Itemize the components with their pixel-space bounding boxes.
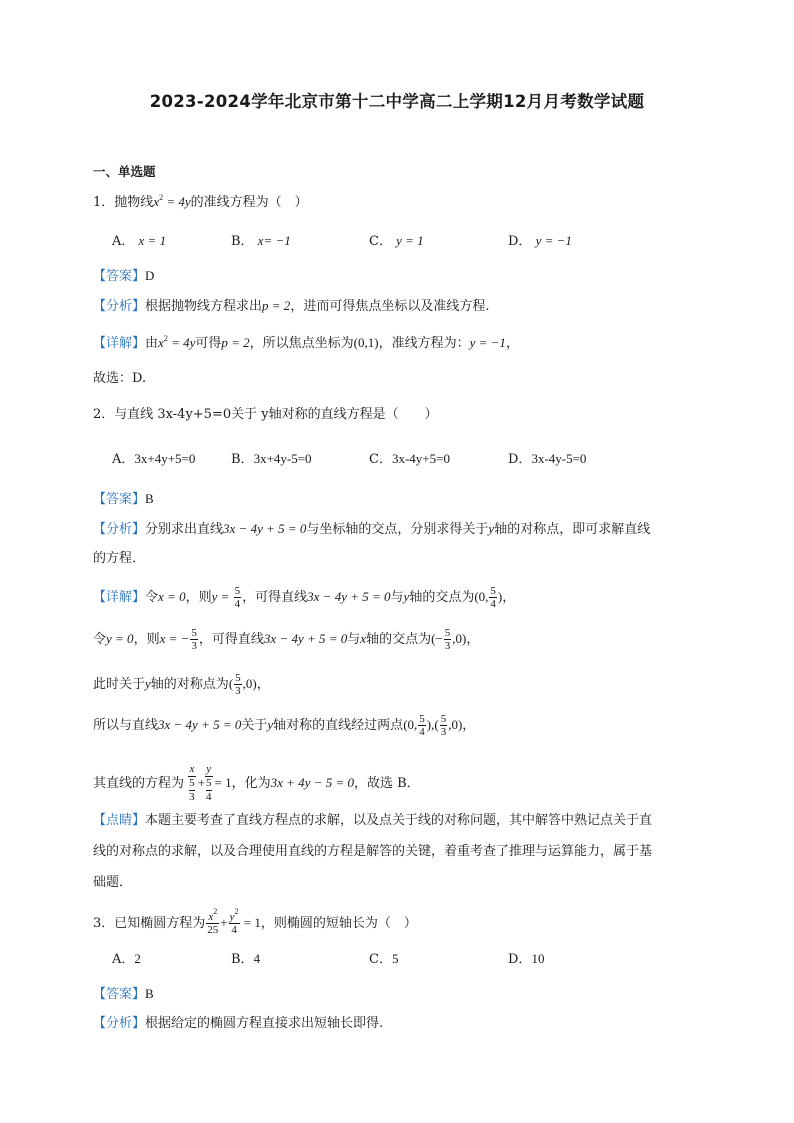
- q3-analysis: 【分析】根据给定的椭圆方程直接求出短轴长即得.: [93, 1016, 384, 1031]
- q2-analysis-line-2: 的方程．: [93, 551, 146, 566]
- q3-option-d: D．10: [508, 951, 545, 967]
- q2-option-d: D．3x-4y-5=0: [508, 451, 587, 467]
- fraction-x2-over-25: $\frac{x^2}{25}$: [207, 907, 219, 936]
- q1-option-b: B． x= −1: [231, 233, 291, 249]
- q3-option-b: B．4: [231, 951, 261, 967]
- q2-comment-line-2: 线的对称点的求解，以及合理使用直线的方程是解答的关键，着重考查了推理与运算能力，属于基: [93, 844, 653, 859]
- question-1-stem: 1．抛物线$x^2 = 4y$的准线方程为（ ）: [93, 193, 308, 210]
- q2-option-a: A．3x+4y+5=0: [112, 451, 196, 467]
- fraction-5-3: $\frac{5}{3}$: [191, 627, 197, 652]
- q1-detail: 【详解】由$x^2 = 4y$可得p = 2，所以焦点坐标为(0,1)，准线方程为：y = −1，: [93, 334, 519, 351]
- question-2-stem: 2．与直线 3x-4y+5=0关于 y轴对称的直线方程是（ ）: [93, 407, 438, 422]
- q1-answer: 【答案】D: [93, 268, 155, 284]
- fraction-y2-over-4: $\frac{y^2}{4}$: [229, 907, 239, 936]
- fraction-5-4: $\frac{5}{4}$: [419, 713, 425, 738]
- q3-option-c: C．5: [369, 951, 399, 967]
- fraction-5-4: $\frac{5}{4}$: [490, 585, 496, 610]
- q1-analysis: 【分析】根据抛物线方程求出p = 2，进而可得焦点坐标以及准线方程.: [93, 298, 490, 314]
- q3-option-a: A．2: [112, 951, 141, 967]
- q2-detail-line-5: 其直线的方程为 $\frac{x}{\frac{5}{3}}$ + $\frac{y}{\frac{5}{4}}$ = 1，化为3x + 4y − 5 = 0，故选 B．: [93, 763, 420, 803]
- compound-fraction-y: $\frac{y}{\frac{5}{4}}$: [206, 763, 212, 803]
- q2-option-b: B．3x+4y-5=0: [231, 451, 312, 467]
- q1-conclusion: 故选：D.: [93, 371, 147, 386]
- compound-fraction-x: $\frac{x}{\frac{5}{3}}$: [189, 763, 195, 803]
- fraction-5-3: $\frac{5}{3}$: [444, 627, 451, 652]
- q2-detail-line-3: 此时关于y轴的对称点为( $\frac{5}{3}$ ,0)，: [93, 672, 270, 697]
- q2-detail-line-1: 【详解】令x = 0，则y = $\frac{5}{4}$ ，可得直线3x − 4y + 5 = 0与y轴的交点为(0, $\frac{5}{4}$ )，: [93, 585, 516, 610]
- q2-detail-line-4: 所以与直线3x − 4y + 5 = 0关于y轴对称的直线经过两点(0, $\frac{5}{4}$ ),( $\frac{5}{3}$ ,0)，: [93, 713, 476, 738]
- q2-comment-line-1: 【点睛】本题主要考查了直线方程点的求解，以及点关于线的对称问题，其中解答中熟记点关于直: [93, 813, 653, 828]
- fraction-5-3: $\frac{5}{3}$: [235, 672, 241, 697]
- q3-answer: 【答案】B: [93, 986, 154, 1002]
- q1-option-c: C． y = 1: [369, 233, 424, 249]
- fraction-5-3: $\frac{5}{3}$: [440, 713, 447, 738]
- section-heading: 一、单选题: [93, 164, 156, 179]
- q2-option-c: C．3x-4y+5=0: [369, 451, 450, 467]
- fraction-5-4: $\frac{5}{4}$: [234, 585, 241, 610]
- q2-detail-line-2: 令y = 0，则x = − $\frac{5}{3}$ ，可得直线3x − 4y + 5 = 0与x轴的交点为(− $\frac{5}{3}$ ,0)，: [93, 627, 480, 652]
- page-title: 2023-2024学年北京市第十二中学高二上学期12月月考数学试题: [149, 92, 645, 111]
- q1-option-a: A． x = 1: [112, 233, 167, 249]
- q2-answer: 【答案】B: [93, 491, 154, 507]
- q2-analysis-line-1: 【分析】分别求出直线3x − 4y + 5 = 0与坐标轴的交点，分别求得关于y轴的对称点，即可求解直线: [93, 521, 651, 537]
- q2-comment-line-3: 础题．: [93, 875, 133, 890]
- q1-option-d: D． y = −1: [508, 233, 572, 249]
- question-3-stem: 3．已知椭圆方程为 $\frac{x^2}{25}$ + $\frac{y^2}{4}$ = 1，则椭圆的短轴长为（ ）: [93, 907, 417, 936]
